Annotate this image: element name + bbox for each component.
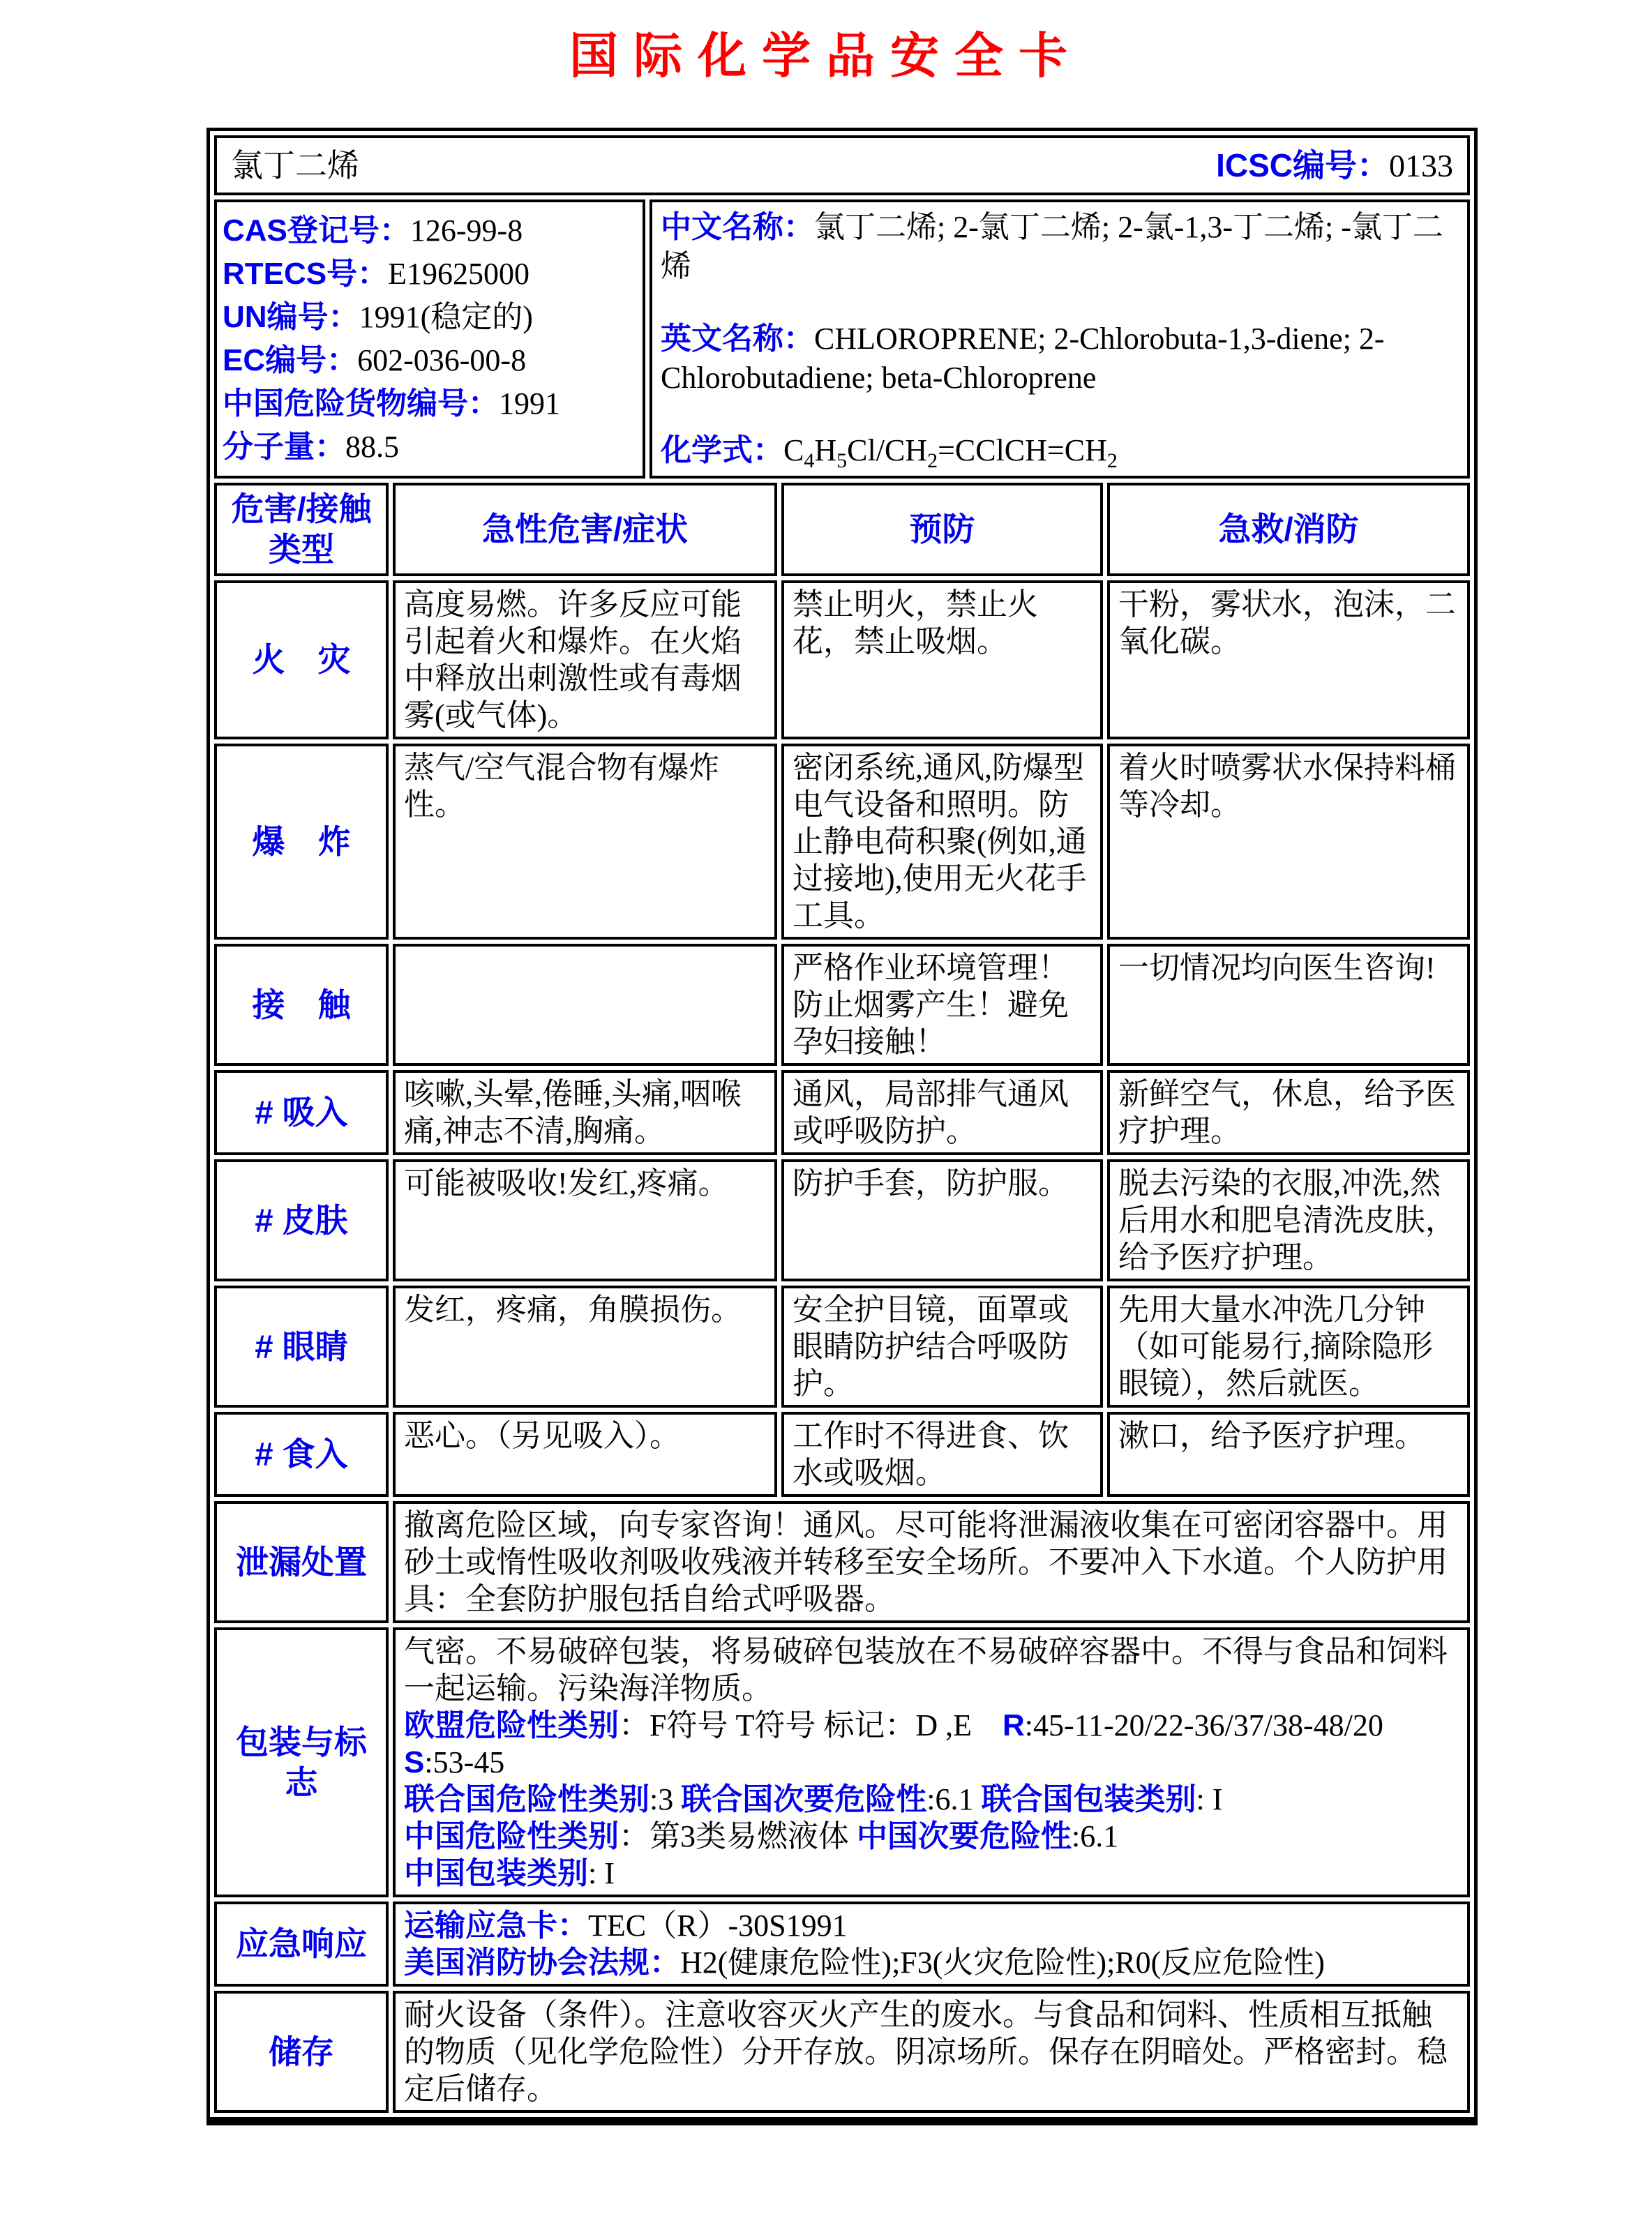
identifier-label: 中国危险货物编号： [223,386,499,421]
formula-subscript: 5 [836,449,848,472]
hazard-column-header: 急救/消防 [1107,483,1470,576]
chinese-name-line [661,208,1459,286]
hazard-type-cell: # 吸入 [214,1070,389,1155]
identifier-label: CAS登记号： [223,213,410,248]
inline-text: :3 [649,1782,682,1816]
inline-label: 中国危险性类别 [404,1819,619,1853]
hazard-type-cell: # 眼睛 [214,1286,389,1408]
inline-text: :6.1 [1072,1819,1119,1853]
hazard-row [214,744,1470,940]
prevention-cell: 安全护目镜，面罩或眼睛防护结合呼吸防护。 [781,1286,1103,1408]
formula-text: Cl/CH [847,433,928,467]
identifier-line [223,382,637,426]
english-name-line [661,319,1459,398]
hazard-row [214,1070,1470,1155]
firstaid-cell: 先用大量水冲洗几分钟（如可能易行,摘除隐形眼镜），然后就医。 [1107,1286,1470,1408]
section-label-cell: 包装与标志 [214,1627,389,1897]
symptoms-cell: 可能被吸收!发红,疼痛。 [393,1159,777,1281]
section-content-cell [393,1902,1470,1987]
inline-label: 欧盟危险性类别 [404,1708,619,1742]
firstaid-cell: 脱去污染的衣服,冲洗,然后用水和肥皂清洗皮肤，给予医疗护理。 [1107,1159,1470,1281]
identifier-value: 1991(稳定的) [359,300,533,334]
formula-subscript: 2 [927,449,938,472]
section-row [214,1627,1470,1897]
inline-text: H2(健康危险性);F3(火灾危险性);R0(反应危险性) [680,1945,1325,1980]
hazard-row [214,580,1470,739]
icsc-number-group [1216,147,1453,184]
firstaid-cell: 着火时喷雾状水保持料桶等冷却。 [1107,744,1470,940]
inline-text: :53-45 [424,1745,505,1779]
formula-text: H [814,433,837,467]
identifier-line [223,209,637,253]
symptoms-cell: 蒸气/空气混合物有爆炸性。 [393,744,777,940]
formula-line [661,431,1459,470]
inline-text: :45-11-20/22-36/37/38-48/20 [1024,1708,1414,1742]
firstaid-cell: 新鲜空气，休息，给予医疗护理。 [1107,1070,1470,1155]
hazard-table-rows [214,580,1470,1497]
substance-header-row [214,135,1470,195]
substance-header-cell [214,135,1470,195]
identifier-value: 602-036-00-8 [357,343,527,377]
prevention-cell: 严格作业环境管理！防止烟雾产生！避免孕妇接触！ [781,944,1103,1066]
inline-label: 联合国危险性类别 [404,1782,649,1816]
formula-value [783,433,1118,472]
symptoms-cell [393,944,777,1066]
inline-text: ：第3类易燃液体 [619,1819,857,1853]
formula-subscript: 2 [1106,449,1118,472]
inline-label: 中国次要危险性 [857,1819,1072,1853]
formula-label: 化学式： [661,433,783,467]
hazard-row [214,944,1470,1066]
identifier-value: 88.5 [345,430,399,464]
section-label-cell: 储存 [214,1991,389,2113]
identifier-line [223,296,637,339]
symptoms-cell: 咳嗽,头晕,倦睡,头痛,咽喉痛,神志不清,胸痛。 [393,1070,777,1155]
inline-text: 撤离危险区域，向专家咨询！通风。尽可能将泄漏液收集在可密闭容器中。用砂土或惰性吸收剂吸收残液并转移至安全场所。不要冲入下水道。个人防护用具：全套防护服包括自给式呼吸器。 [404,1508,1448,1616]
symptoms-cell: 发红，疼痛，角膜损伤。 [393,1286,777,1408]
inline-text: 耐火设备（条件）。注意收容灭火产生的废水。与食品和饲料、性质相互抵触的物质（见化学危险性）分开存放。阴凉场所。保存在阴暗处。严格密封。稳定后储存。 [404,1998,1448,2106]
identifier-line [223,339,637,382]
hazard-type-cell: # 食入 [214,1412,389,1497]
page-title: 国际化学品安全卡 [569,30,1083,84]
inline-label: 美国消防协会法规： [404,1945,680,1980]
hazard-row [214,1412,1470,1497]
firstaid-cell: 一切情况均向医生咨询! [1107,944,1470,1066]
inline-label: 中国包装类别 [404,1856,588,1890]
formula-text: C [783,433,804,467]
english-name-value: CHLOROPRENE; 2-Chlorobuta-1,3-diene; 2-Chlorobutadiene; beta-Chloroprene [661,322,1385,395]
hazard-type-cell: 爆 炸 [214,744,389,940]
chinese-name-label: 中文名称： [661,210,814,244]
section-row [214,1501,1470,1623]
hazard-type-cell: 火 灾 [214,580,389,739]
section-content-cell [393,1991,1470,2113]
identifier-line [223,253,637,296]
substance-name: 氯丁二烯 [231,147,359,183]
inline-text: ：F符号 T符号 标记：D ,E [619,1708,1003,1742]
identifier-label: EC编号： [223,343,358,377]
inline-label: 联合国次要危险性 [681,1782,927,1816]
formula-subscript: 4 [804,449,815,472]
inline-text: : I [1196,1782,1223,1816]
hazard-table-header-row [214,483,1470,576]
icsc-number-label: ICSC编号： [1216,146,1389,183]
identifiers-cell [214,199,645,479]
inline-text: :6.1 [926,1782,982,1816]
inline-text: TEC（R）-30S1991 [588,1908,848,1943]
icsc-card [206,128,1478,2125]
identifier-value: 1991 [499,386,560,421]
inline-text: 气密。不易破碎包装，将易破碎包装放在不易破碎容器中。不得与食品和饲料一起运输。污染海洋物质。 [404,1634,1448,1705]
names-cell [649,199,1470,479]
symptoms-cell: 恶心。（另见吸入）。 [393,1412,777,1497]
formula-text: =CClCH=CH [938,433,1107,467]
prevention-cell: 工作时不得进食、饮水或吸烟。 [781,1412,1103,1497]
firstaid-cell: 漱口，给予医疗护理。 [1107,1412,1470,1497]
hazard-type-cell: # 皮肤 [214,1159,389,1281]
identifier-line [223,426,637,469]
section-row [214,1991,1470,2113]
inline-label: 运输应急卡： [404,1908,588,1943]
hazard-column-header: 急性危害/症状 [393,483,777,576]
prevention-cell: 防护手套，防护服。 [781,1159,1103,1281]
firstaid-cell: 干粉，雾状水，泡沫，二氧化碳。 [1107,580,1470,739]
identity-row [214,199,1470,479]
section-label-cell: 应急响应 [214,1902,389,1987]
hazard-row [214,1159,1470,1281]
english-name-label: 英文名称： [661,322,814,356]
inline-label: 联合国包装类别 [981,1782,1196,1816]
identifier-label: 分子量： [223,430,345,464]
icsc-number-value: 0133 [1389,147,1453,183]
hazard-row [214,1286,1470,1408]
identifier-value: E19625000 [388,257,530,291]
section-content-cell [393,1501,1470,1623]
identifier-label: UN编号： [223,300,359,334]
hazard-column-header: 危害/接触类型 [214,483,389,576]
prevention-cell: 禁止明火，禁止火花，禁止吸烟。 [781,580,1103,739]
section-rows [214,1501,1470,2113]
inline-text: : I [588,1856,615,1890]
symptoms-cell: 高度易燃。许多反应可能引起着火和爆炸。在火焰中释放出刺激性或有毒烟雾(或气体)。 [393,580,777,739]
inline-label: R [1003,1708,1025,1742]
section-row [214,1902,1470,1987]
identifier-label: RTECS号： [223,257,389,291]
section-content-cell [393,1627,1470,1897]
prevention-cell: 通风，局部排气通风或呼吸防护。 [781,1070,1103,1155]
identifier-value: 126-99-8 [410,213,523,248]
chinese-name-value: 氯丁二烯; 2-氯丁二烯; 2-氯-1,3-丁二烯; -氯丁二烯 [661,210,1443,283]
inline-label: S [404,1745,425,1779]
prevention-cell: 密闭系统,通风,防爆型电气设备和照明。防止静电荷积聚(例如,通过接地),使用无火花手工具。 [781,744,1103,940]
hazard-column-header: 预防 [781,483,1103,576]
hazard-type-cell: 接 触 [214,944,389,1066]
section-label-cell: 泄漏处置 [214,1501,389,1623]
